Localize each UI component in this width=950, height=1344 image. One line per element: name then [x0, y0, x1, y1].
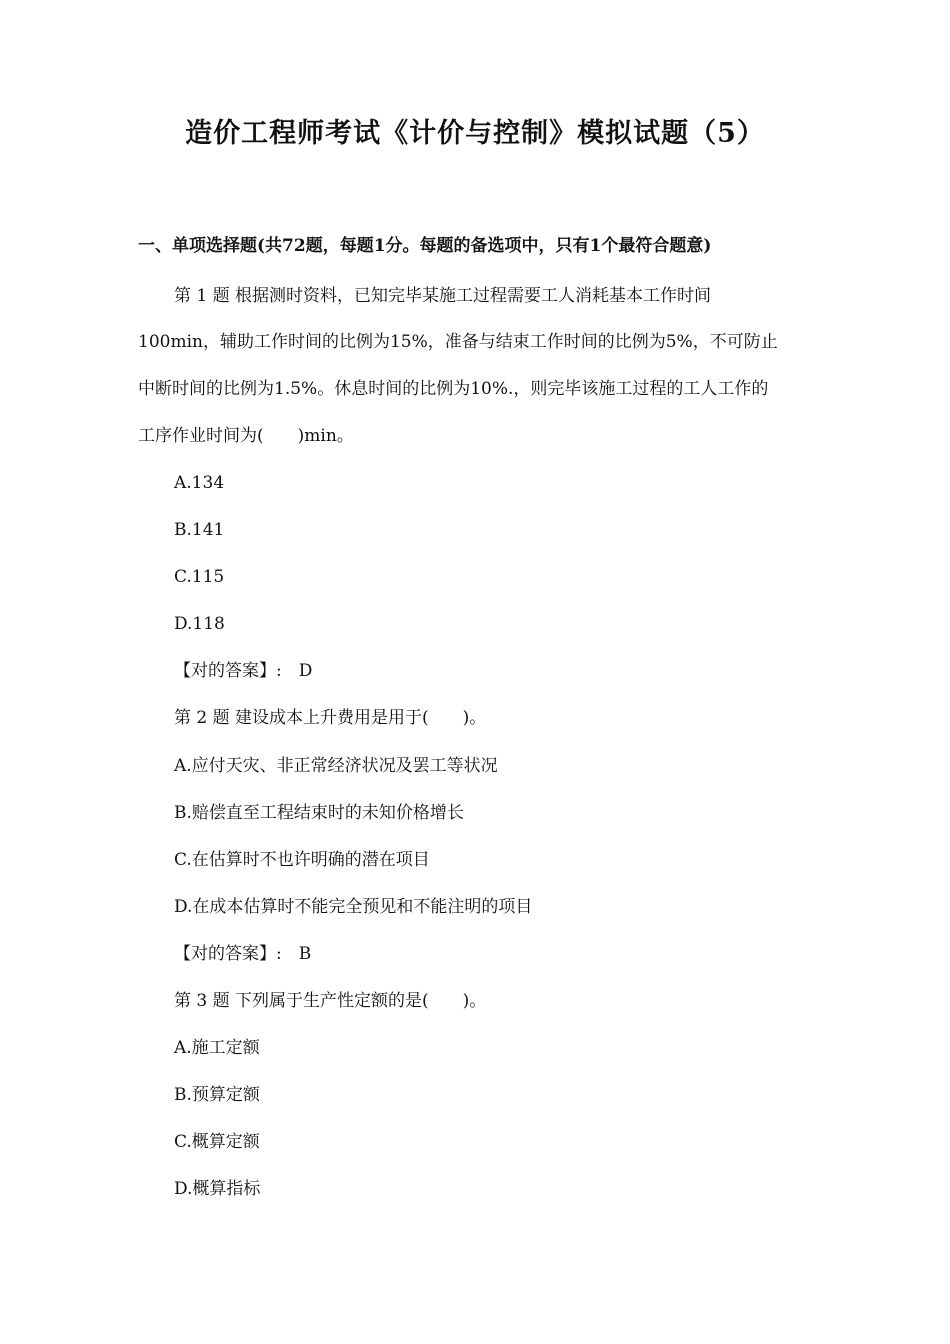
question-2-option-c: C.在估算时不也许明确的潜在项目: [174, 850, 430, 870]
question-2-option-d: D.在成本估算时不能完全预见和不能注明的项目: [174, 897, 533, 917]
question-1-stem-line-1: 第 1 题 根据测时资料，已知完毕某施工过程需要工人消耗基本工作时间: [174, 286, 712, 306]
question-2-answer: 【对的答案】: B: [174, 944, 312, 964]
question-2-option-a: A.应付天灾、非正常经济状况及罢工等状况: [174, 756, 498, 776]
question-3-option-d: D.概算指标: [174, 1179, 261, 1199]
question-3-option-a: A.施工定额: [174, 1038, 260, 1058]
question-2-stem: 第 2 题 建设成本上升费用是用于( )。: [174, 708, 487, 728]
question-1-stem-line-3: 中断时间的比例为1.5%。休息时间的比例为10%.，则完毕该施工过程的工人工作的: [138, 379, 769, 399]
question-3-option-b: B.预算定额: [174, 1085, 260, 1105]
question-1-option-c: C.115: [174, 567, 225, 587]
question-1-option-a: A.134: [174, 473, 225, 493]
question-1-answer: 【对的答案】: D: [174, 661, 313, 681]
question-1-option-d: D.118: [174, 614, 225, 634]
page-title: 造价工程师考试《计价与控制》模拟试题（5）: [185, 118, 765, 149]
question-1-stem-line-4: 工序作业时间为( )min。: [138, 426, 354, 446]
section-heading: 一、单项选择题(共72题，每题1分。每题的备选项中，只有1个最符合题意): [138, 236, 712, 256]
question-1-option-b: B.141: [174, 520, 225, 540]
question-3-option-c: C.概算定额: [174, 1132, 260, 1152]
question-3-stem: 第 3 题 下列属于生产性定额的是( )。: [174, 991, 487, 1011]
question-1-stem-line-2: 100min，辅助工作时间的比例为15%，准备与结束工作时间的比例为5%，不可防止: [138, 332, 778, 352]
question-2-option-b: B.赔偿直至工程结束时的未知价格增长: [174, 803, 464, 823]
